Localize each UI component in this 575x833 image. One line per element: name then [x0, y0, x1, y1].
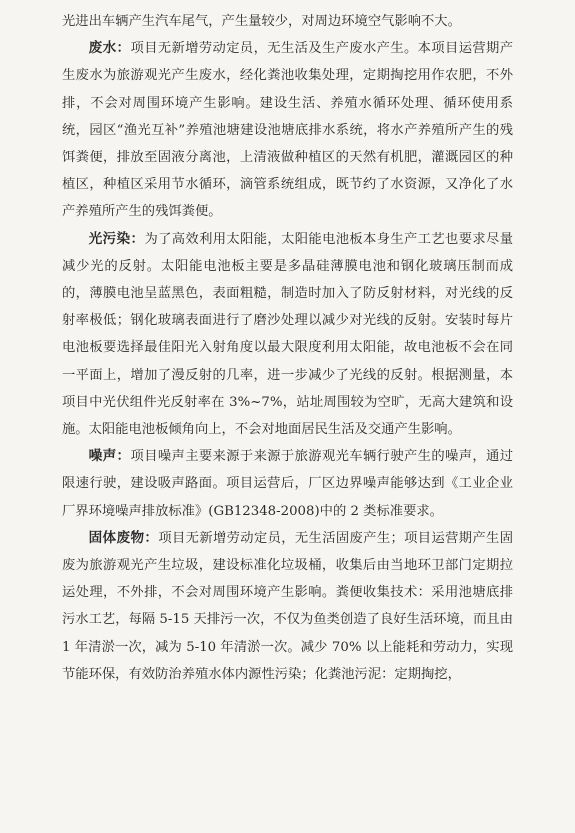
- paragraph-noise: [62, 443, 513, 525]
- paragraph-wastewater: [62, 35, 513, 225]
- paragraph-text: 项目噪声主要来源于来源于旅游观光车辆行驶产生的噪声，通过限速行驶，建设吸声路面。项目运营后，厂区边界噪声能够达到《工业企业厂界环境噪声排放标准》(GB12348-2008)中的 2 类标准要求。: [62, 449, 514, 519]
- paragraph-light-pollution: [62, 226, 513, 444]
- paragraph-text: 为了高效利用太阳能，太阳能电池板本身生产工艺也要求尽量减少光的反射。太阳能电池板主要是多晶硅薄膜电池和钢化玻璃压制而成的，薄膜电池呈蓝黑色，表面粗糙，制造时加入了防反射材料，对光线的反射率极低；钢化玻璃表面进行了磨沙处理以减少对光线的反射。安装时每片电池板要选择最佳阳光入射角度以最大限度利用太阳能，故电池板不会在同一平面上，增加了漫反射的几率，进一步减少了光线的反射。根据测量，本项目中光伏组件光反射率在 3%~7%，站址周围较为空旷，无高大建筑和设施。太阳能电池板倾角向上，不会对地面居民生活及交通产生影响。: [62, 231, 513, 438]
- section-heading-noise: 噪声：: [88, 448, 131, 465]
- section-heading-solid-waste: 固体废物：: [88, 529, 159, 546]
- section-heading-light-pollution: 光污染：: [88, 230, 145, 247]
- paragraph-solid-waste: [62, 525, 513, 688]
- section-heading-wastewater: 废水：: [88, 40, 131, 57]
- paragraph-intro-tail: [62, 8, 513, 35]
- paragraph-text: 项目无新增劳动定员，无生活固废产生；项目运营期产生固废为旅游观光产生垃圾，建设标准化垃圾桶，收集后由当地环卫部门定期拉运处理，不外排，不会对周围环境产生影响。粪便收集技术：采用池塘底排污水工艺，每隔 5-15 天排污一次，不仅为鱼类创造了良好生活环境，而且由 1 年清淤一次，减为 5-10 年清淤一次。减少 70% 以上能耗和劳动力，实现节能环保，有效防治养殖水体内源性污染；化粪池污泥：定期掏挖，: [62, 530, 514, 682]
- paragraph-text: 项目无新增劳动定员，无生活及生产废水产生。本项目运营期产生废水为旅游观光产生废水，经化粪池收集处理，定期掏挖用作农肥，不外排，不会对周围环境产生影响。建设生活、养殖水循环处理、循环使用系统，园区“渔光互补”养殖池塘建设池塘底排水系统，将水产养殖所产生的残饵粪便，排放至固液分离池，上清液做种植区的天然有机肥，灌溉园区的种植区，种植区采用节水循环，滴管系统组成，既节约了水资源，又净化了水产养殖所产生的残饵粪便。: [62, 41, 514, 220]
- paragraph-text: 光进出车辆产生汽车尾气，产生量较少，对周边环境空气影响不大。: [62, 14, 461, 29]
